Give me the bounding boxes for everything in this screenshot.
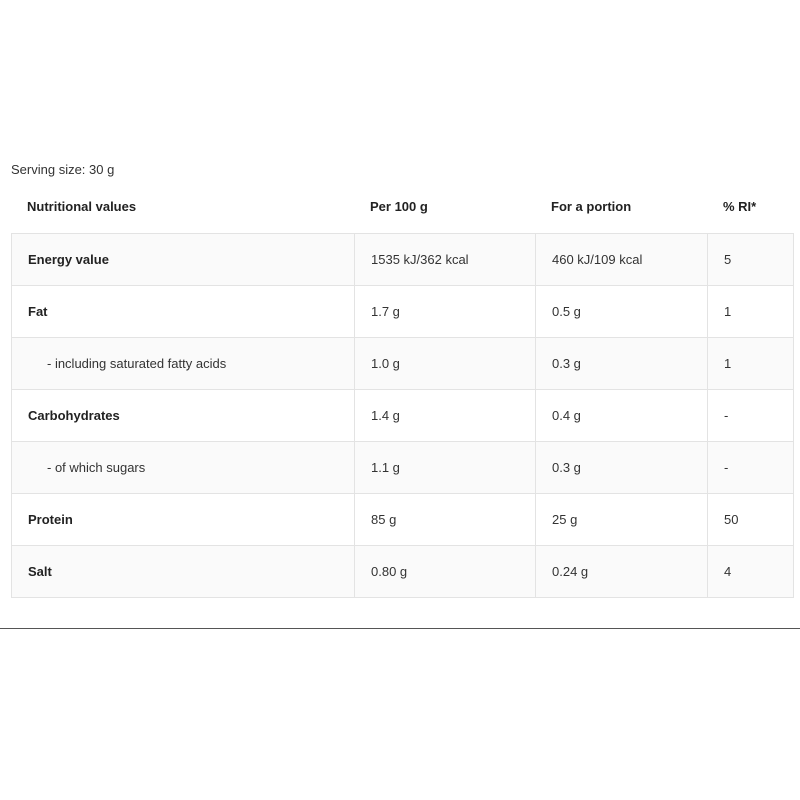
per-100g-value: 85 g — [355, 494, 536, 546]
nutrient-name: Salt — [12, 546, 355, 598]
per-100g-value: 1.7 g — [355, 286, 536, 338]
ri-value: - — [708, 442, 794, 494]
ri-value: - — [708, 390, 794, 442]
portion-value: 25 g — [536, 494, 708, 546]
header-per-100g: Per 100 g — [370, 199, 428, 214]
per-100g-value: 1.0 g — [355, 338, 536, 390]
table-row — [12, 442, 794, 494]
nutrient-name: Fat — [12, 286, 355, 338]
portion-value: 0.4 g — [536, 390, 708, 442]
nutrient-name: Protein — [12, 494, 355, 546]
nutrient-name: Carbohydrates — [12, 390, 355, 442]
table-row — [12, 338, 794, 390]
table-row — [12, 234, 794, 286]
portion-value: 0.3 g — [536, 338, 708, 390]
serving-size-label: Serving size: 30 g — [11, 162, 115, 177]
per-100g-value: 0.80 g — [355, 546, 536, 598]
ri-value: 1 — [708, 338, 794, 390]
bottom-divider — [0, 628, 800, 629]
ri-value: 1 — [708, 286, 794, 338]
table-row — [12, 494, 794, 546]
per-100g-value: 1535 kJ/362 kcal — [355, 234, 536, 286]
per-100g-value: 1.1 g — [355, 442, 536, 494]
portion-value: 460 kJ/109 kcal — [536, 234, 708, 286]
per-100g-value: 1.4 g — [355, 390, 536, 442]
header-ri-percent: % RI* — [723, 199, 757, 214]
portion-value: 0.3 g — [536, 442, 708, 494]
portion-value: 0.5 g — [536, 286, 708, 338]
nutrient-name: Energy value — [12, 234, 355, 286]
nutrition-table — [11, 233, 794, 598]
table-row — [12, 286, 794, 338]
header-for-a-portion: For a portion — [551, 199, 632, 214]
nutrient-name: - including saturated fatty acids — [12, 338, 355, 390]
portion-value: 0.24 g — [536, 546, 708, 598]
header-nutritional-values: Nutritional values — [27, 199, 137, 214]
table-row — [12, 390, 794, 442]
table-header — [11, 194, 793, 220]
nutrient-name: - of which sugars — [12, 442, 355, 494]
ri-value: 50 — [708, 494, 794, 546]
ri-value: 4 — [708, 546, 794, 598]
ri-value: 5 — [708, 234, 794, 286]
table-row — [12, 546, 794, 598]
